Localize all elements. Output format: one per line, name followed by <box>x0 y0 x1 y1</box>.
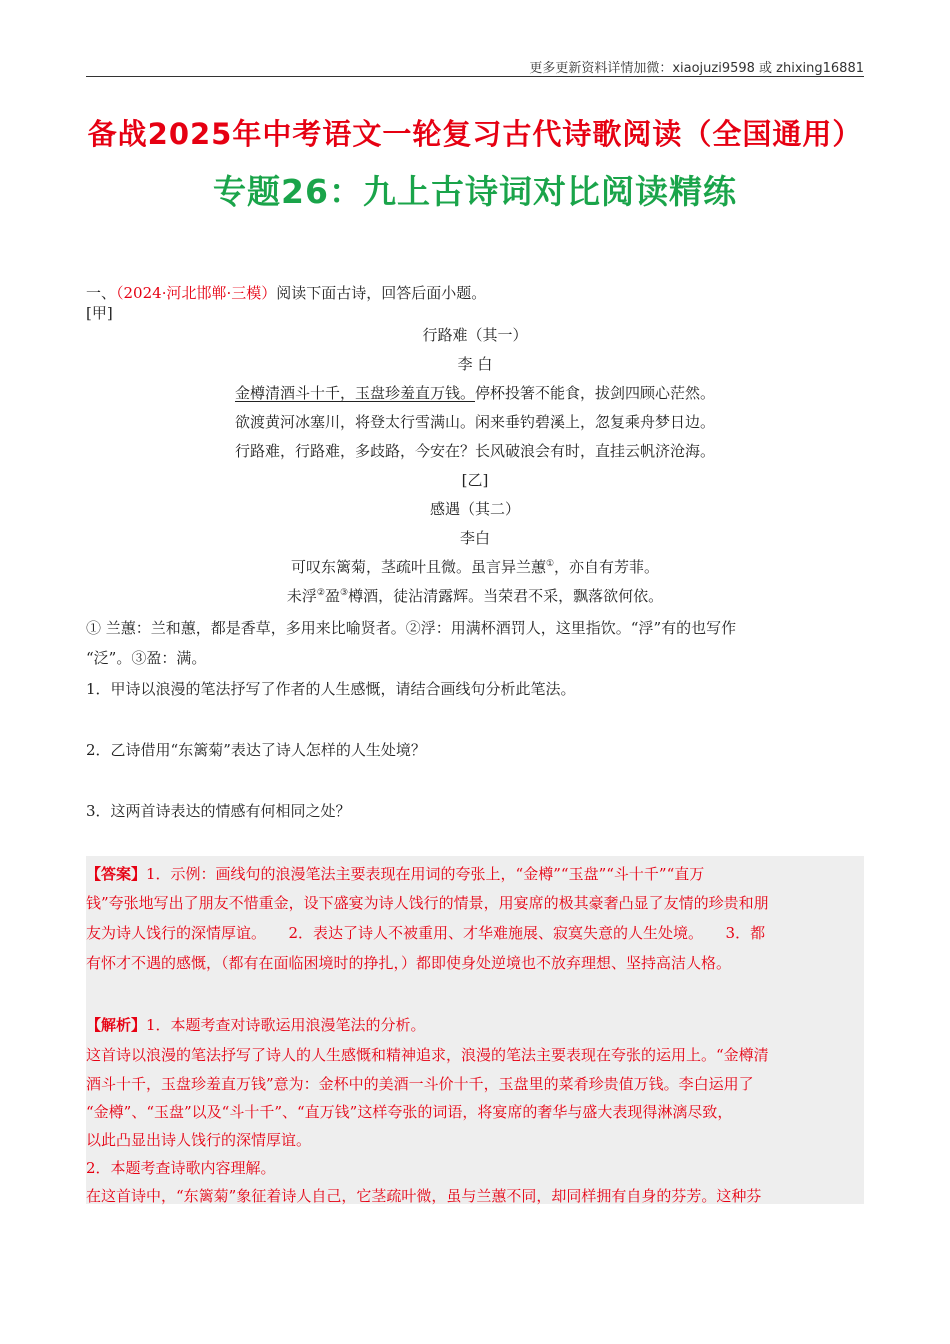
poem-b-title: 感遇（其二） <box>429 500 520 518</box>
part-b-label: [乙] <box>461 471 489 489</box>
verse-rest: 停杯投箸不能食，拔剑四顾心茫然。 <box>475 384 716 402</box>
question-3: 3．这两首诗表达的情感有何相同之处？ <box>86 802 351 820</box>
poem-b-line-1 <box>0 556 950 577</box>
header-divider <box>86 76 864 77</box>
poem-a-title: 行路难（其一） <box>422 326 528 344</box>
footnote-mark: ① <box>545 559 555 569</box>
question-intro <box>86 282 486 303</box>
verse-text: ，亦自有芳菲。 <box>554 558 660 576</box>
poem-a-line-3: 行路难，行路难，多歧路，今安在？长风破浪会有时，直挂云帆济沧海。 <box>234 442 715 460</box>
poem-a-line-1 <box>0 382 950 403</box>
analysis-line-7: 在这首诗中，“东篱菊”象征着诗人自己，它茎疏叶微，虽与兰蕙不同，却同样拥有自身的芬芳。这种芬 <box>86 1187 762 1205</box>
analysis-line-5: 以此凸显出诗人饯行的深情厚谊。 <box>86 1131 312 1149</box>
answer-line-2: 钱”夸张地写出了朋友不惜重金，设下盛宴为诗人饯行的情景，用宴席的极其豪奢凸显了友情的珍贵和朋 <box>86 894 769 912</box>
question-1: 1．甲诗以浪漫的笔法抒写了作者的人生感慨，请结合画线句分析此笔法。 <box>86 680 576 698</box>
part-a-label: [甲] <box>86 304 113 322</box>
answer-text: 1．示例：画线句的浪漫笔法主要表现在用词的夸张上，“金樽”“玉盘”“斗十千”“直万 <box>146 865 705 883</box>
analysis-line-4: “金樽”、“玉盘”以及“斗十千”、“直万钱”这样夸张的词语，将宴席的奢华与盛大表现得淋漓尽致， <box>86 1103 733 1121</box>
sub-title: 专题26：九上古诗词对比阅读精练 <box>213 172 737 211</box>
analysis-line-2: 这首诗以浪漫的笔法抒写了诗人的人生感慨和精神追求，浪漫的笔法主要表现在夸张的运用上。“金樽清 <box>86 1046 769 1064</box>
footnote-mark: ② <box>316 588 325 598</box>
question-number: 一、 <box>86 284 117 302</box>
poem-b-author: 李白 <box>459 529 490 547</box>
question-instruction: 阅读下面古诗，回答后面小题。 <box>276 284 487 302</box>
main-title: 备战2025年中考语文一轮复习古代诗歌阅读（全国通用） <box>87 117 863 151</box>
analysis-line-1 <box>86 1014 426 1035</box>
analysis-line-6: 2．本题考查诗歌内容理解。 <box>86 1159 276 1177</box>
question-source: （2024·河北邯郸·三模） <box>116 284 277 302</box>
analysis-text: 1．本题考查对诗歌运用浪漫笔法的分析。 <box>146 1016 426 1034</box>
answer-line-1 <box>86 863 704 884</box>
notes-line-1: ① 兰蕙：兰和蕙，都是香草，多用来比喻贤者。②浮：用满杯酒罚人，这里指饮。“浮”有的也写作 <box>86 619 737 637</box>
poem-a-author: 李 白 <box>457 355 493 373</box>
verse-text: 盈 <box>324 587 340 605</box>
poem-b-line-2 <box>0 585 950 606</box>
analysis-tag: 【解析】 <box>86 1016 147 1034</box>
answer-line-4: 有怀才不遇的感慨，（都有在面临困境时的挣扎，）都即使身处逆境也不放弃理想、坚持高洁人格。 <box>86 954 732 972</box>
footnote-mark: ③ <box>340 588 349 598</box>
analysis-line-3: 酒斗十千，玉盘珍羞直万钱”意为：金杯中的美酒一斗价十千，玉盘里的菜肴珍贵值万钱。李白运用了 <box>86 1075 754 1093</box>
poem-a-line-2: 欲渡黄河冰塞川，将登太行雪满山。闲来垂钓碧溪上，忽复乘舟梦日边。 <box>234 413 715 431</box>
underlined-verse: 金樽清酒斗十千，玉盘珍羞直万钱。 <box>234 384 475 402</box>
answer-line-3: 友为诗人饯行的深情厚谊。 2．表达了诗人不被重用、才华难施展、寂寞失意的人生处境。 3．都 <box>86 924 766 942</box>
answer-tag: 【答案】 <box>86 865 147 883</box>
verse-text: 樽酒，徒沾清露辉。当荣君不采，飘落欲何依。 <box>348 587 664 605</box>
header-note: 更多更新资料详情加微：xiaojuzi9598 或 zhixing16881 <box>529 61 864 76</box>
notes-line-2: “泛”。③盈：满。 <box>86 649 207 667</box>
verse-text: 可叹东篱菊，茎疏叶且微。虽言异兰蕙 <box>290 558 546 576</box>
verse-text: 未浮 <box>286 587 317 605</box>
question-2: 2．乙诗借用“东篱菊”表达了诗人怎样的人生处境？ <box>86 741 426 759</box>
